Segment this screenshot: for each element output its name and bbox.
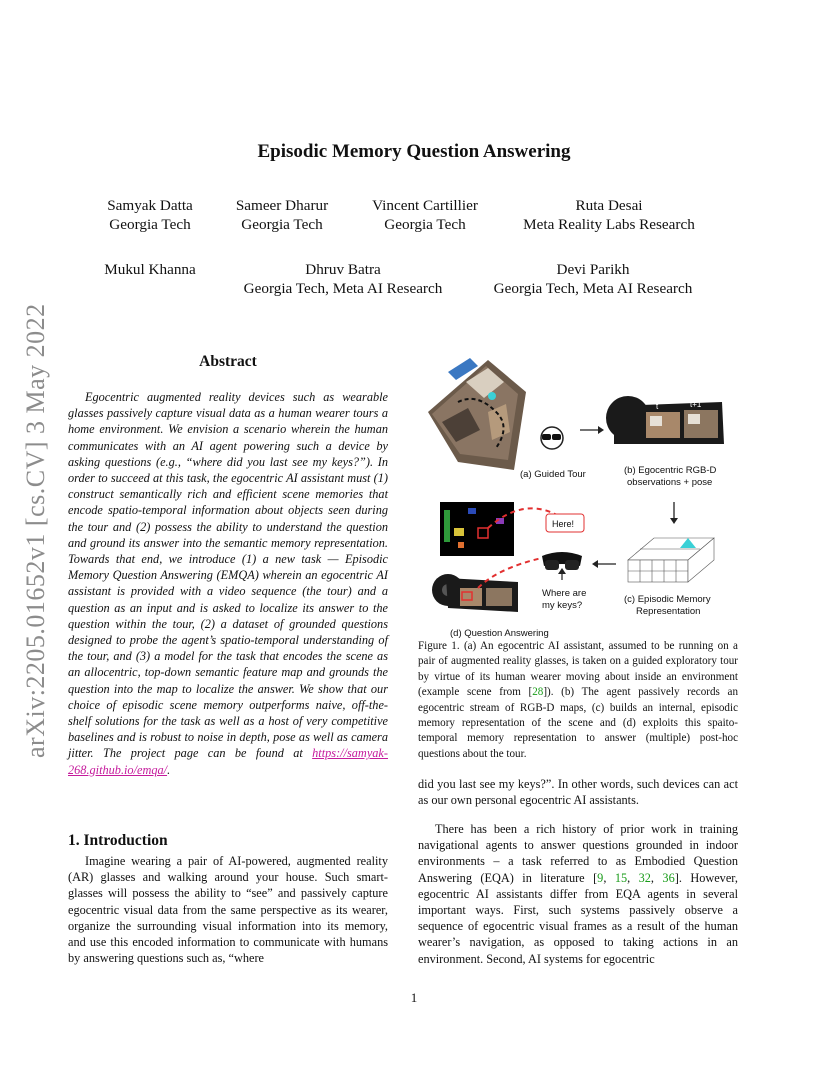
figure-label-b2: observations + pose [627,477,713,488]
author-affiliation: Georgia Tech, Meta AI Research [243,280,443,297]
arrow-head-icon [598,426,604,434]
figure-label-a: (a) Guided Tour [520,469,586,480]
author-affiliation: Georgia Tech [109,216,191,233]
abstract-heading: Abstract [199,353,257,370]
figure-label-c2: Representation [636,606,701,617]
house-scene-image [428,358,526,470]
project-page-link[interactable]: https://samyak-268.github.io/emqa/ [68,746,388,777]
author-name: Mukul Khanna [104,261,196,278]
author-block [228,260,458,298]
arrow-head-icon [558,568,566,574]
author-block [92,260,208,279]
figure-label-d: (d) Question Answering [450,628,549,638]
arxiv-sidebar-stamp: arXiv:2205.01652v1 [cs.CV] 3 May 2022 [21,303,50,758]
author-name: Devi Parikh [556,261,630,278]
author-name: Ruta Desai [575,197,643,214]
author-affiliation: Georgia Tech [384,216,466,233]
abstract-text: Egocentric augmented reality devices such as wearable glasses passively capture visual data as a human wearer tours a home environment. We envision a scenario wherein the human communicates with an AI agent powering such a device by asking questions (e.g., “where did you last see my keys?”). In order to succeed at this task, the egocentric AI assistant must (1) construct semantically rich and efficient scene memories that encode spatio-temporal information about objects seen during the tour and (2) possess the ability to understand the question and ground its answer into the semantic memory representation. Towards that end, we introduce (1) a new task — Episodic Memory Question Answering (EMQA) wherein an egocentric AI assistant is provided with a video sequence (the tour) and a question as an input and is asked to localize its answer to the question within the tour, (2) a dataset of grounded questions designed to probe the agent’s spatio-temporal understanding of the tour, and (3) a model for the task that encodes the scene as an allocentric, top-down semantic feature map and grounds the question into the map to localize the answer. We show that our choice of episodic scene memory outperforms naive, off-the-shelf solutions for the task as well as a host of very competitive baselines and is robust to noise in depth, pose as well as camera jitter. The project page can be found at [68,390,388,761]
paragraph-text: ]. However, egocentric AI assistants differ from EQA agents in several important ways. First, such systems passively observe a sequence of egocentric visual frames as a result of the human wearer’s navigation, as opposed to taking actions in an environment. Second, AI systems for egocentric [418,870,738,966]
author-block [506,196,712,234]
citation-link[interactable]: 32 [638,870,651,885]
figure-1-caption [418,639,738,762]
author-affiliation: Georgia Tech [241,216,323,233]
author-name: Sameer Dharur [235,197,329,214]
answer-text: Here! [552,519,575,529]
question-line-2: my keys? [542,600,583,611]
citation-link[interactable]: 15 [614,870,628,885]
author-name: Dhruv Batra [305,261,381,278]
figure-label-c1: (c) Episodic Memory [624,594,711,605]
frame-t1-label: t+1 [690,400,702,409]
ar-glasses-icon [542,552,582,570]
rgbd-film-strip [606,396,724,444]
section-heading-introduction: 1. Introduction [68,832,168,849]
memory-grid-cube [628,538,714,582]
citation-link[interactable]: 28 [532,686,544,699]
citation-link[interactable]: 36 [662,870,675,885]
paper-title: Episodic Memory Question Answering [257,141,571,162]
author-block [478,260,708,298]
figure-label-b1: (b) Egocentric RGB-D [624,465,717,476]
person-with-glasses-icon [541,427,563,449]
right-column-paragraph: did you last see my keys?”. In other words, such devices can act as our own personal egocentric AI assistants. [418,777,738,808]
paragraph-text: There has been a rich history of prior work in training navigational agents to answer questions grounded in indoor environments – a task referred to as Embodied Question Answering (EQA) in literature [ [418,822,738,885]
caption-text: ]). (b) The agent passively records an egocentric stream of RGB-D maps, (c) builds an internal, episodic memory representation of the scene and (d) exploits this spaito-temporal memory representation to answer (multiple) post-hoc questions about the tour. [418,686,738,760]
author-name: Vincent Cartillier [372,197,478,214]
figure-1-illustration [418,352,740,638]
page-number: 1 [410,990,418,1005]
arrow-head-icon [592,560,598,568]
author-affiliation: Meta Reality Labs Research [523,216,695,233]
answer-speech-bubble [546,514,584,532]
author-block [222,196,342,234]
author-name: Samyak Datta [107,197,193,214]
author-block [358,196,492,234]
top-down-semantic-map [440,502,514,556]
frame-t-label: t [656,402,659,411]
right-column-paragraph: There has been a rich history of prior work in training navigational agents to answer questions grounded in indoor environments – a task referred to as Embodied Question Answering (EQA) in literature [9, 15, 32, 36]. However, egocentric AI assistants differ from EQA agents in several important ways. First, such systems passively observe a sequence of egocentric visual frames as a result of the human wearer’s navigation, as opposed to taking actions in an environment. Second, AI systems for egocentric [418,822,738,966]
author-block [92,196,208,234]
introduction-paragraph: Imagine wearing a pair of AI-powered, augmented reality (AR) glasses and walking around your house. Such smart-glasses will possess the ability to “see” and passively capture egocentric visual data from the same perspective as its wearer, organize the surrounding visual information into its memory, and use this encoded information to communicate with humans by answering questions such as, “where [68,854,388,966]
query-film-strip [432,574,518,612]
question-line-1: Where are [542,588,587,599]
citation-link[interactable]: 9 [597,870,604,885]
author-affiliation: Georgia Tech, Meta AI Research [493,280,693,297]
caption-text: Figure 1. (a) An egocentric AI assistant, assumed to be running on a pair of augmented reality glasses, is taken on a guided exploratory tour by virtue of its human wearer moving about inside an environment (example scene from [ [418,640,738,699]
arrow-head-icon [670,518,678,524]
abstract-body: Egocentric augmented reality devices such as wearable glasses passively capture visual data as a human wearer tours a home environment. We envision a scenario wherein the human communicates with an AI agent powering such a device by asking questions (e.g., “where did you last see my keys?”). In order to succeed at this task, the egocentric AI assistant must (1) construct semantically rich and efficient scene memories that encode spatio-temporal information about objects seen during the tour and (2) possess the ability to understand the question and ground its answer into the semantic memory representation. Towards that end, we introduce (1) a new task — Episodic Memory Question Answering (EMQA) wherein an egocentric AI assistant is provided with a video sequence (the tour) and a question as an input and is asked to localize its answer to the question within the tour, (2) a dataset of grounded questions designed to probe the agent’s spatio-temporal understanding of the tour, and (3) a model for the task that encodes the scene as an allocentric, top-down semantic feature map and grounds the question into the map to localize the answer. We show that our choice of episodic scene memory outperforms naive, off-the-shelf solutions for the task as well as a host of very competitive baselines and is robust to noise in depth, pose as well as camera jitter. The project page can be found at https://samyak-268.github.io/emqa/. [68,390,388,777]
